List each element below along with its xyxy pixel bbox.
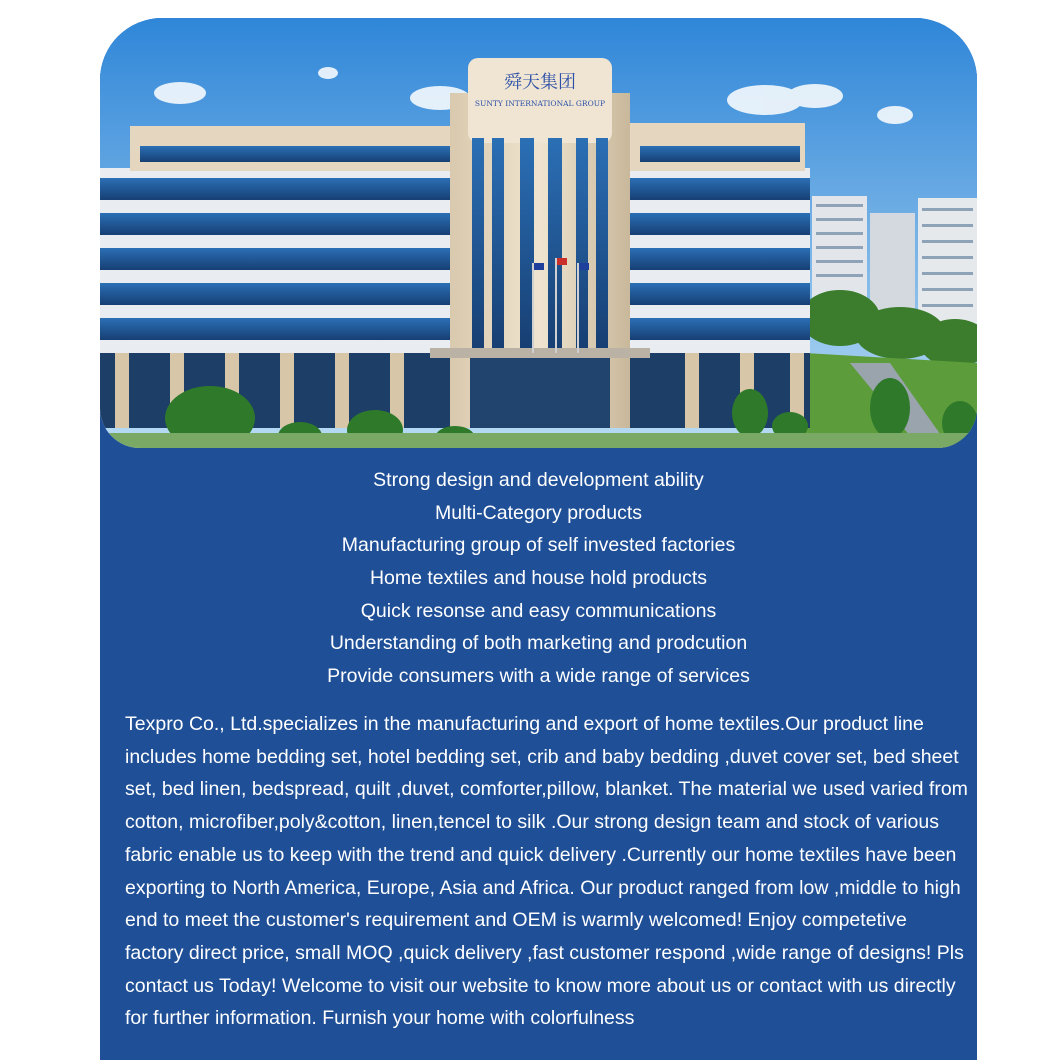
feature-item: Provide consumers with a wide range of services bbox=[327, 665, 750, 688]
company-info-card bbox=[100, 18, 977, 1060]
feature-item: Understanding of both marketing and prodcution bbox=[329, 632, 748, 655]
sign-english-text: SUNTY INTERNATIONAL GROUP bbox=[474, 99, 606, 108]
feature-item: Quick resonse and easy communications bbox=[360, 599, 717, 622]
feature-item: Strong design and development ability bbox=[373, 469, 704, 491]
sign-chinese-text: 舜天集团 bbox=[504, 72, 576, 93]
feature-item: Multi-Category products bbox=[435, 501, 642, 524]
company-description: Texpro Co., Ltd.specializes in the manufacturing and export of home textiles.Our product line includes home bedding set, hotel bedding set, crib and baby bedding ,duvet cover set, bed sheet set, bed linen, bedspread, quilt ,duvet, comforter,pillow, blanket. The material we used varied from cotton, microfiber,poly&cotton, linen,tencel to silk .Our strong design team and stock of various fabric enable us to keep with the trend and quick delivery .Currently our home textiles have been exporting to North America, Europe, Asia and Africa. Our product ranged from low ,middle to high end to meet the customer's requirement and OEM is warmly welcomed! Enjoy competetive factory direct price, small MOQ ,quick delivery ,fast customer respond ,wide range of designs! Pls contact us Today! Welcome to visit our website to know more about us or contact with us directly for further information. Furnish your home with colorfulness bbox=[125, 713, 968, 1030]
feature-item: Home textiles and house hold products bbox=[369, 567, 708, 590]
headquarters-photo bbox=[100, 18, 977, 448]
feature-list bbox=[100, 464, 977, 693]
feature-item: Manufacturing group of self invested factories bbox=[341, 534, 736, 557]
